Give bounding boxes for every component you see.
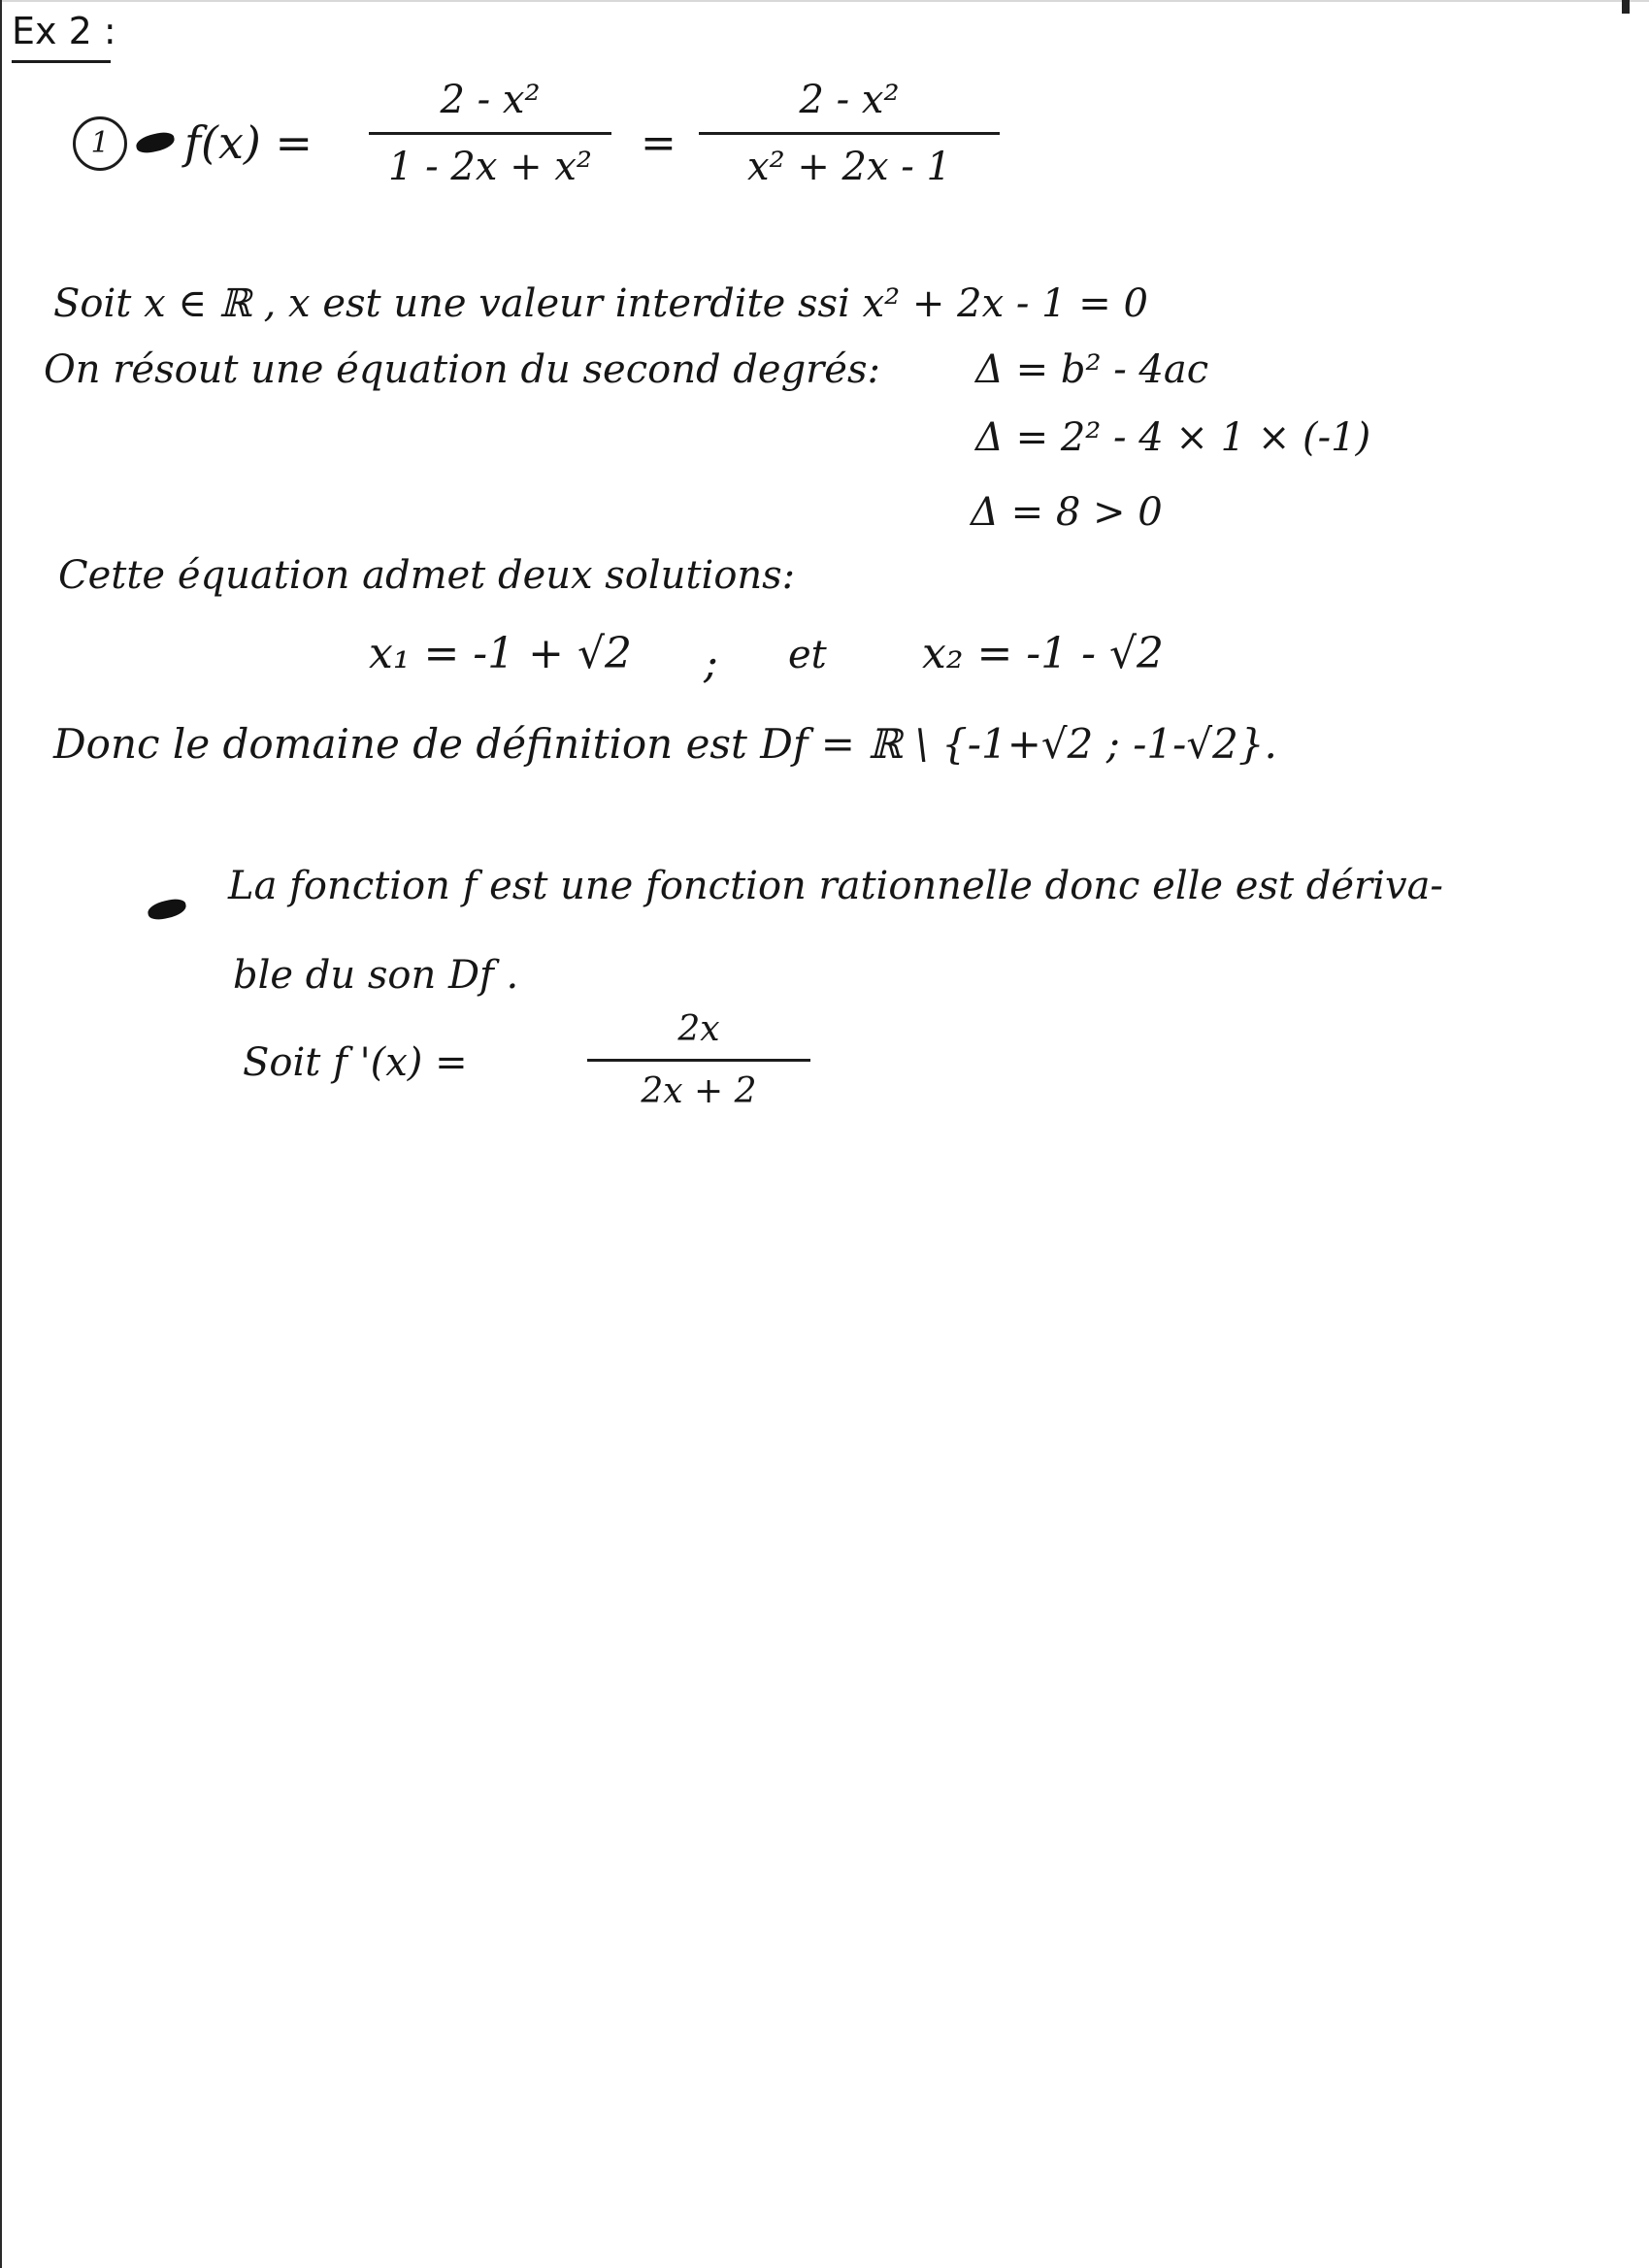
fraction-2-bar: [699, 132, 1000, 135]
solution-x1: x₁ = -1 + √2: [369, 629, 633, 678]
heading-underline: [12, 60, 111, 63]
solution-et: et: [788, 633, 827, 677]
scan-mark: [1622, 0, 1630, 14]
line-resout: On résout une équation du second degrés:: [44, 347, 880, 392]
derivative-bar: [587, 1059, 810, 1062]
derivative-fraction: [587, 1009, 810, 1111]
fraction-1-denominator: 1 - 2x + x²: [388, 145, 592, 189]
solution-separator: ;: [704, 639, 718, 688]
fraction-1-numerator: 2 - x²: [440, 78, 541, 122]
line-delta-formula: Δ = b² - 4ac: [975, 347, 1209, 392]
fraction-2: [699, 78, 1000, 189]
exercise-heading: Ex 2 :: [12, 10, 116, 52]
equals-sign: =: [641, 118, 676, 168]
fraction-1: [369, 78, 611, 189]
line-fonction-2: ble du son Df .: [233, 953, 519, 998]
line-solutions-intro: Cette équation admet deux solutions:: [58, 553, 796, 598]
page-top-edge: [0, 0, 1649, 2]
line-domaine: Donc le domaine de définition est Df = ℝ \ {-1+√2 ; -1-√2}.: [53, 720, 1277, 768]
fraction-1-bar: [369, 132, 611, 135]
derivative-denominator: 2x + 2: [641, 1071, 757, 1111]
solution-x2: x₂ = -1 - √2: [922, 629, 1165, 678]
page-left-edge: [0, 0, 2, 2268]
function-lhs: f(x) =: [184, 116, 313, 169]
bullet-blob: [135, 130, 177, 155]
line-fonction-1: La fonction f est une fonction rationnelle donc elle est dériva-: [228, 864, 1443, 908]
derivative-lhs: Soit f '(x) =: [243, 1040, 468, 1085]
line-delta-substitution: Δ = 2² - 4 × 1 × (-1): [975, 415, 1371, 460]
fraction-2-numerator: 2 - x²: [799, 78, 900, 122]
line-delta-value: Δ = 8 > 0: [971, 490, 1163, 535]
fraction-2-denominator: x² + 2x - 1: [747, 145, 951, 189]
question-number: 1: [73, 116, 127, 171]
bullet-blob-2: [147, 897, 188, 922]
derivative-numerator: 2x: [677, 1009, 720, 1049]
line-soit: Soit x ∈ ℝ , x est une valeur interdite ssi x² + 2x - 1 = 0: [53, 281, 1148, 326]
